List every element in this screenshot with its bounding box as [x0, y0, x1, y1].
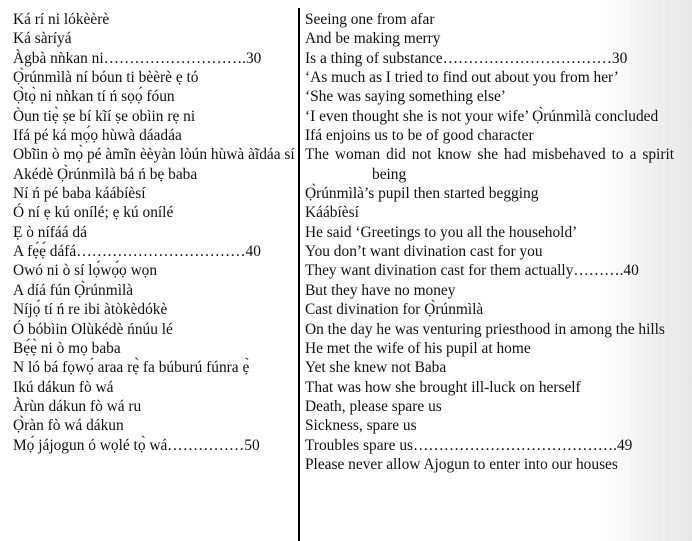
translation-line: He said ‘Greetings to you all the household’ [305, 223, 578, 241]
verse-line-numbered: Mọ́ jájogun ó wọlé tọ̀ wá……………50 [13, 436, 260, 454]
verse-line: Òun tiẹ̀ ṣe bí kĩí ṣe obìin rẹ ni [13, 107, 196, 125]
translation-line-numbered: Is a thing of substance……………………………30 [305, 49, 628, 67]
verse-line: Ikú dákun fò wá [13, 378, 114, 396]
translation-line: ‘As much as I tried to find out about you from her’ [305, 69, 619, 87]
english-column [305, 10, 674, 474]
translation-line: Death, please spare us [305, 397, 442, 415]
translation-line: Ifá enjoins us to be of good character [305, 127, 534, 145]
verse-line: Níjọ́ tí ń re ibi àtòkèdókè [13, 301, 168, 319]
translation-line: Sickness, spare us [305, 417, 417, 435]
translation-line: Seeing one from afar [305, 11, 435, 28]
translation-line: You don’t want divination cast for you [305, 243, 543, 261]
verse-line-wrapped: Obĩin ò mọ̀ pé àmĩn èèyàn lòún hùwà àĩdáa sí [13, 146, 295, 164]
translation-line: Yet she knew not Baba [305, 359, 447, 377]
translation-line: That was how she brought ill-luck on herself [305, 378, 581, 396]
translation-line: Ọ̀rúnmìlà’s pupil then started begging [305, 185, 539, 203]
verse-line: Ọ̀tọ̀ ni nǹkan tí ń sọọ́ fóun [13, 88, 175, 106]
verse-line: Àrùn dákun fò wá ru [13, 397, 142, 415]
translation-line-wrapped: The woman did not know she had misbehaved to a spirit being [305, 146, 674, 183]
column-divider [298, 8, 300, 541]
translation-line: But they have no money [305, 281, 456, 299]
translation-line: Káábíèsí [305, 204, 359, 222]
translation-line: And be making merry [305, 30, 441, 48]
yoruba-column [13, 10, 296, 455]
verse-line: Ọ̀rúnmìlà ní bóun ti bèèrè ẹ tó [13, 69, 199, 87]
translation-line-wrapped: On the day he was venturing priesthood in among the hills [305, 320, 665, 338]
verse-line: Owó ni ò sí lọ́wọ́ọ wọn [13, 262, 158, 280]
translation-line-numbered: They want divination cast for them actually……….40 [305, 262, 639, 280]
verse-line: N ló bá fọwọ́ araa rẹ̀ fa búburú fúnra ẹ̀ [13, 359, 250, 377]
translation-line-wrapped: ‘I even thought she is not your wife’ Ọ̀rúnmìlà concluded [305, 107, 659, 125]
verse-line: Ní ń pé baba káábíèsí [13, 185, 146, 203]
translation-line: He met the wife of his pupil at home [305, 339, 531, 357]
verse-line: Ká rí ni lókèèrè [13, 11, 110, 28]
verse-line: A díá fún Ọ̀rúnmìlà [13, 281, 134, 299]
verse-line: Ó ní ẹ kú onílé; ẹ kú onílé [13, 204, 174, 222]
translation-line: ‘She was saying something else’ [305, 88, 506, 106]
verse-line: Akédè Ọ̀rúnmìlà bá ń bẹ baba [13, 165, 198, 183]
verse-line: Bẹ́ẹ̀ ni ò mọ baba [13, 339, 121, 357]
translation-line-numbered: Troubles spare us………………………………….49 [305, 436, 633, 454]
verse-line-numbered: Àgbà nǹkan ni……………………….30 [13, 49, 262, 67]
verse-line: Ẹ ò nífáá dá [13, 223, 87, 241]
verse-line: Ọ̀ràn fò wá dákun [13, 417, 124, 435]
verse-line: Ó bóbìin Olùkédè ńnúu lé [13, 320, 173, 338]
translation-line: Please never allow Ajogun to enter into our houses [305, 455, 618, 473]
translation-line: Cast divination for Ọ̀rúnmìlà [305, 301, 484, 319]
verse-line: Ká sàríyá [13, 30, 72, 48]
verse-line-numbered: A fẹ́ẹ́ dáfá……………………………40 [13, 243, 261, 261]
verse-line: Ifá pé ká mọ́ọ hùwà dáadáa [13, 127, 182, 145]
